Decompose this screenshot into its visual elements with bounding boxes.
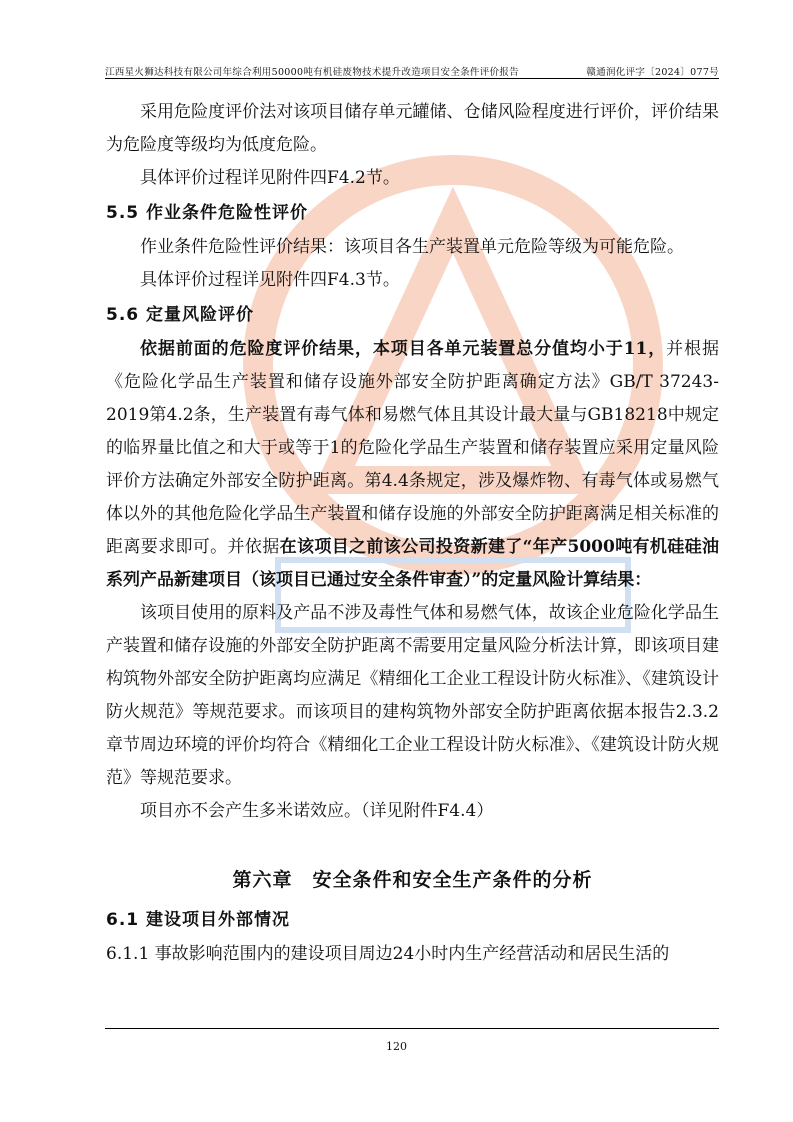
paragraph: 采用危险度评价法对该项目储存单元罐储、仓储风险程度进行评价，评价结果为危险度等级均为低度危险。 xyxy=(106,102,719,155)
document-body xyxy=(106,96,719,971)
section-heading-5-6: 5.6 定量风险评价 xyxy=(106,305,255,325)
paragraph: 具体评价过程详见附件四F4.3节。 xyxy=(140,270,400,290)
header-report-number: 赣通润化评字〔2024〕077号 xyxy=(586,67,719,78)
footer-divider xyxy=(105,1028,719,1029)
chapter-number: 第六章 xyxy=(232,869,293,891)
bold-text: 在该项目之前该公司投资新建了“年产5000吨有机硅硅油系列产品新建项目（该项目已通过安全条件审查）”的定量风险计算结果： xyxy=(106,537,719,590)
body-text: 并根据《危险化学品生产装置和储存设施外部安全防护距离确定方法》GB/T 37243-2019第4.2条，生产装置有毒气体和易燃气体且其设计最大量与GB18218中规定的临界量比值之和大于或等于1的危险化学品生产装置和储存装置应采用定量风险评价方法确定外部安全防护距离。第4.4条规定，涉及爆炸物、有毒气体或易燃气体以外的其他危险化学品生产装置和储存设施的外部安全防护距离满足相关标准的距离要求即可。并依据 xyxy=(106,339,720,557)
section-heading-6-1: 6.1 建设项目外部情况 xyxy=(106,910,291,930)
paragraph: 具体评价过程详见附件四F4.2节。 xyxy=(140,168,400,188)
paragraph: 作业条件危险性评价结果：该项目各生产装置单元危险等级为可能危险。 xyxy=(140,237,684,257)
section-heading-5-5: 5.5 作业条件危险性评价 xyxy=(106,203,309,223)
chapter-name: 安全条件和安全生产条件的分析 xyxy=(312,869,593,891)
header-divider xyxy=(105,78,719,79)
page-number: 120 xyxy=(386,1040,407,1053)
header-report-title: 江西星火狮达科技有限公司年综合利用50000吨有机硅废物技术提升改造项目安全条件评价报告 xyxy=(105,67,519,78)
running-header xyxy=(105,60,719,78)
paragraph-quantitative-risk xyxy=(106,333,719,597)
paragraph: 该项目使用的原料及产品不涉及毒性气体和易燃气体，故该企业危险化学品生产装置和储存设施的外部安全防护距离不需要用定量风险分析法计算，即该项目建构筑物外部安全防护距离均应满足《精细化工企业工程设计防火标准》、《建筑设计防火规范》等规范要求。而该项目的建构筑物外部安全防护距离依据本报告2.3.2章节周边环境的评价均符合《精细化工企业工程设计防火标准》、《建筑设计防火规范》等规范要求。 xyxy=(106,603,719,788)
bold-text: 依据前面的危险度评价结果，本项目各单元装置总分值均小于11， xyxy=(140,339,667,359)
chapter-title xyxy=(106,858,719,902)
paragraph: 项目亦不会产生多米诺效应。（详见附件F4.4） xyxy=(140,801,494,821)
paragraph: 6.1.1 事故影响范围内的建设项目周边24小时内生产经营活动和居民生活的 xyxy=(106,944,670,964)
